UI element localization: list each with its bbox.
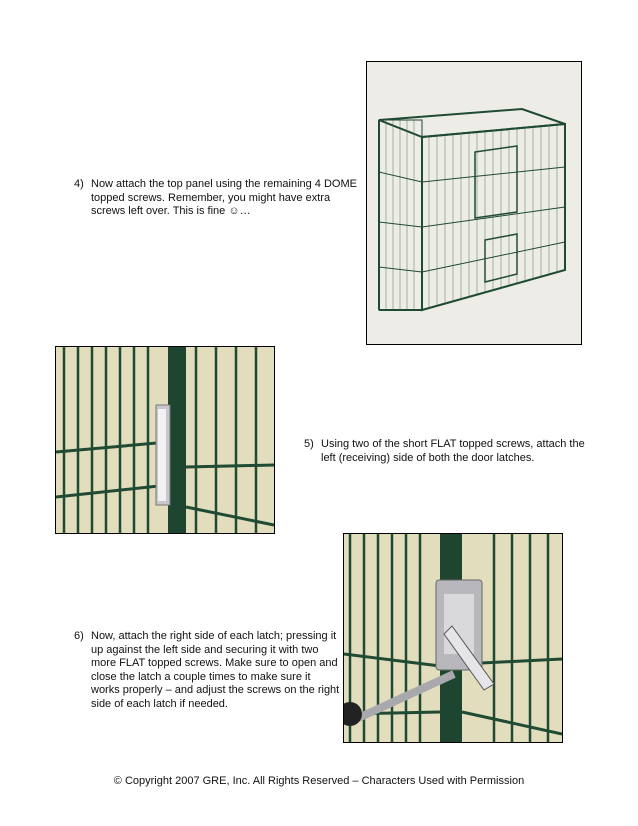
step-text: Using two of the short FLAT topped screws, attach the left (receiving) side of both the door latches.	[321, 438, 585, 464]
cage-photo	[366, 61, 582, 345]
step-6	[74, 630, 342, 711]
step-number: 6)	[74, 630, 84, 642]
step-4	[74, 178, 359, 219]
latch-right-photo	[343, 533, 563, 743]
step-text: Now, attach the right side of each latch; pressing it up against the left side and securing it with two more FLAT topped screws. Make sure to open and close the latch a couple times to make sure it works properly – and adjust the screws on the right side of each latch if needed.	[91, 630, 340, 710]
latch-left-photo	[55, 346, 275, 534]
copyright-footer: © Copyright 2007 GRE, Inc. All Rights Reserved – Characters Used with Permission	[113, 775, 525, 787]
step-number: 4)	[74, 178, 84, 190]
step-text: Now attach the top panel using the remaining 4 DOME topped screws. Remember, you might have extra screws left over. This is fine ☺…	[91, 178, 357, 217]
step-5	[304, 438, 589, 465]
step-number: 5)	[304, 438, 314, 450]
